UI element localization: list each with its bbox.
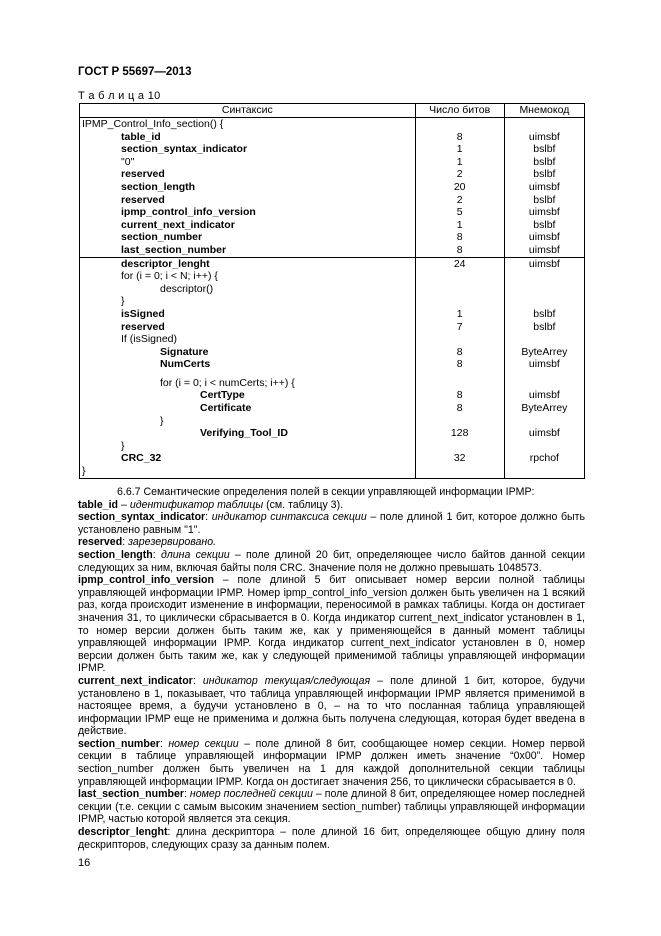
table-block-body-fields bbox=[80, 257, 585, 478]
syntax-line: IPMP_Control_Info_section() { bbox=[82, 118, 224, 130]
mnemonic-value: uimsbf bbox=[528, 180, 560, 193]
bits-value: 1 bbox=[456, 143, 463, 156]
syntax-line: section_length bbox=[121, 180, 196, 193]
mnemonic-value bbox=[505, 415, 584, 428]
syntax-line: reserved bbox=[121, 193, 165, 206]
syntax-line: reserved bbox=[121, 168, 165, 181]
bits-value bbox=[416, 415, 504, 428]
definition-paragraph bbox=[78, 675, 585, 738]
definition-paragraph bbox=[78, 511, 585, 536]
section-heading: 6.6.7 Семантические определения полей в секции управляющей информации IPMP: bbox=[117, 486, 535, 498]
semantic-definitions bbox=[78, 486, 585, 851]
bits-value: 8 bbox=[456, 243, 463, 256]
definition-italic: индикатор текущая/следующая bbox=[202, 674, 371, 687]
bits-value bbox=[416, 270, 504, 283]
bits-value: 1 bbox=[456, 307, 463, 320]
definition-paragraph bbox=[78, 499, 585, 512]
mnemonic-value bbox=[505, 270, 584, 283]
mnemonic-value: ByteArrey bbox=[521, 402, 568, 415]
definition-text: – поле длиной 1 бит, которое, будучи установлено в 1, показывает, что таблица управляющей информации IPMP является применимой в настоящее время, а будучи установлено в 0, – на то что посланная таблица управляющей информации IPMP еще не применима и должна быть получена следующая, которая будет введена в действие. bbox=[78, 674, 585, 738]
syntax-line: CRC_32 bbox=[121, 452, 162, 465]
bits-value: 8 bbox=[456, 402, 463, 415]
syntax-cell bbox=[80, 257, 416, 478]
mnemonic-value: bslbf bbox=[533, 155, 556, 168]
definition-paragraph bbox=[78, 738, 585, 788]
definition-paragraph bbox=[78, 549, 585, 574]
mnemonic-value: bslbf bbox=[533, 320, 556, 333]
bits-cell bbox=[415, 118, 504, 258]
definition-italic: номер секции bbox=[168, 737, 239, 750]
page-number: 16 bbox=[78, 857, 91, 869]
mnemonic-value: uimsbf bbox=[528, 257, 560, 270]
mnemonic-value bbox=[505, 283, 584, 296]
syntax-line: section_syntax_indicator bbox=[121, 143, 248, 156]
column-header-syntax: Синтаксис bbox=[80, 104, 416, 118]
definition-separator: : bbox=[167, 826, 177, 839]
definition-separator: : bbox=[159, 737, 169, 750]
definition-term: reserved bbox=[78, 536, 123, 549]
syntax-line: isSigned bbox=[121, 307, 165, 320]
syntax-line: ipmp_control_info_version bbox=[121, 206, 256, 219]
mnemonic-value bbox=[505, 333, 584, 346]
bits-value: 8 bbox=[456, 130, 463, 143]
definition-italic: идентификатор таблицы bbox=[129, 498, 264, 511]
definition-term: current_next_indicator bbox=[78, 674, 193, 687]
bits-value: 1 bbox=[456, 155, 463, 168]
column-header-bits: Число битов bbox=[415, 104, 504, 118]
syntax-line: NumCerts bbox=[160, 358, 211, 371]
bits-value bbox=[416, 283, 504, 296]
definition-paragraph bbox=[78, 788, 585, 826]
mnemonic-value: uimsbf bbox=[528, 358, 560, 371]
document-header: ГОСТ Р 55697—2013 bbox=[78, 66, 192, 78]
mnemonic-value bbox=[505, 440, 584, 453]
syntax-line: } bbox=[121, 439, 125, 452]
definition-term: section_syntax_indicator bbox=[78, 511, 206, 524]
mnemonic-value: rpchof bbox=[529, 452, 559, 465]
syntax-line: CertType bbox=[200, 389, 245, 402]
definition-text: – поле длиной 20 бит, определяющее число байтов данной секции следующих за ним, включая байты поля CRC. Значение поля не должно превышать 1048573. bbox=[78, 548, 586, 574]
definition-term: section_length bbox=[78, 548, 153, 561]
mnemonic-value: bslbf bbox=[533, 193, 556, 206]
syntax-table bbox=[79, 103, 585, 479]
syntax-line: table_id bbox=[121, 130, 161, 143]
syntax-line: current_next_indicator bbox=[121, 218, 235, 231]
mnemonic-value: uimsbf bbox=[528, 243, 560, 256]
mnemonic-value: uimsbf bbox=[528, 231, 560, 244]
syntax-line: descriptor_lenght bbox=[121, 257, 210, 270]
definition-paragraph bbox=[78, 826, 585, 851]
definition-paragraph bbox=[78, 574, 585, 675]
mnemonic-value: bslbf bbox=[533, 307, 556, 320]
definition-term: section_number bbox=[78, 737, 160, 750]
bits-value bbox=[416, 465, 504, 478]
definition-separator: : bbox=[122, 536, 129, 549]
table-caption: Т а б л и ц а 10 bbox=[78, 90, 161, 102]
bits-value: 20 bbox=[453, 180, 466, 193]
bits-value: 2 bbox=[456, 193, 463, 206]
syntax-line: } bbox=[82, 465, 86, 478]
mnemonic-value: uimsbf bbox=[528, 130, 560, 143]
bits-value bbox=[416, 377, 504, 390]
column-header-mnemonic: Мнемокод bbox=[504, 104, 584, 118]
definition-separator: – bbox=[118, 498, 130, 511]
mnemonic-value bbox=[505, 295, 584, 308]
definition-separator: – bbox=[213, 574, 238, 587]
definition-term: table_id bbox=[78, 498, 119, 511]
syntax-line: "0" bbox=[121, 155, 135, 168]
mnemonic-value bbox=[505, 465, 584, 478]
definition-term: descriptor_lenght bbox=[78, 826, 168, 839]
mnemonic-value: bslbf bbox=[533, 218, 556, 231]
mnemonic-value: ByteArrey bbox=[521, 345, 568, 358]
syntax-line: If (isSigned) bbox=[121, 333, 178, 346]
mnemonic-value: uimsbf bbox=[528, 389, 560, 402]
bits-value bbox=[416, 118, 504, 131]
definition-paragraph bbox=[78, 536, 585, 549]
bits-value: 5 bbox=[456, 206, 463, 219]
syntax-line: section_number bbox=[121, 231, 203, 244]
syntax-line: Verifying_Tool_ID bbox=[200, 427, 288, 440]
definition-text: – поле длиной 1 бит, которое должно быть установлено равным "1". bbox=[78, 511, 585, 536]
syntax-line: Signature bbox=[160, 345, 209, 358]
syntax-line: for (i = 0; i < numCerts; i++) { bbox=[160, 376, 295, 389]
definitions-list bbox=[78, 499, 585, 852]
definition-separator: : bbox=[152, 548, 161, 561]
mnemonic-cell bbox=[504, 118, 584, 258]
bits-value: 1 bbox=[456, 218, 463, 231]
bits-value: 2 bbox=[456, 168, 463, 181]
mnemonic-value: uimsbf bbox=[528, 427, 560, 440]
definition-text: – поле длиной 8 бит, определяющее номер последней секции (т.е. секции с самым высоким значением section_number) таблицы управляющей информации IPMP, частью которой является эта секция. bbox=[78, 788, 586, 826]
syntax-line: Certificate bbox=[200, 402, 252, 415]
definition-text: длина дескриптора – поле длиной 16 бит, определяющее общую длину поля дескрипторов, следующих сразу за данным полем. bbox=[78, 826, 585, 851]
bits-value: 128 bbox=[450, 427, 469, 440]
bits-value bbox=[416, 333, 504, 346]
mnemonic-value: bslbf bbox=[533, 168, 556, 181]
mnemonic-cell bbox=[504, 257, 584, 478]
syntax-line: } bbox=[121, 295, 125, 308]
syntax-line: for (i = 0; i < N; i++) { bbox=[121, 270, 218, 283]
bits-value: 32 bbox=[453, 452, 466, 465]
definition-separator: : bbox=[192, 674, 203, 687]
definition-italic: индикатор синтаксиса секции bbox=[211, 511, 367, 524]
mnemonic-value: bslbf bbox=[533, 143, 556, 156]
bits-value: 8 bbox=[456, 345, 463, 358]
bits-value: 7 bbox=[456, 320, 463, 333]
bits-cell bbox=[415, 257, 504, 478]
syntax-line: descriptor() bbox=[160, 282, 214, 295]
definition-italic: зарезервировано. bbox=[128, 536, 217, 549]
mnemonic-value bbox=[505, 118, 584, 131]
definition-separator: : bbox=[183, 788, 190, 801]
definition-italic: длина секции bbox=[160, 548, 230, 561]
bits-value: 8 bbox=[456, 389, 463, 402]
definition-separator: : bbox=[205, 511, 212, 524]
definition-italic: номер последней секции bbox=[189, 788, 313, 801]
definition-text: – поле длиной 8 бит, сообщающее номер секции. Номер первой секции в таблице управляющей информации IPMP должен иметь значение “0x00”. Номер section_number должен быть увеличен на 1 для каждой дополнительной секции таблицы управляющей информации IPMP. Когда он достигает значения 256, то циклически сбрасывается в 0. bbox=[78, 737, 585, 788]
bits-value: 24 bbox=[453, 257, 466, 270]
bits-value: 8 bbox=[456, 358, 463, 371]
definition-term: last_section_number bbox=[78, 788, 184, 801]
bits-value bbox=[416, 440, 504, 453]
definition-term: ipmp_control_info_version bbox=[78, 574, 214, 587]
bits-value bbox=[416, 295, 504, 308]
syntax-line: reserved bbox=[121, 320, 165, 333]
syntax-cell bbox=[80, 118, 416, 258]
bits-value: 8 bbox=[456, 231, 463, 244]
syntax-line: last_section_number bbox=[121, 243, 227, 256]
syntax-line: } bbox=[160, 414, 164, 427]
definition-text: (см. таблицу 3). bbox=[263, 498, 344, 511]
mnemonic-value: uimsbf bbox=[528, 206, 560, 219]
mnemonic-value bbox=[505, 377, 584, 390]
definition-text: поле длиной 5 бит описывает номер версии полной таблицы управляющей информации IPMP. Номер ipmp_control_info_version должен быть увеличен на 1 всякий раз, когда происходит изменение в информации, переносимой в рамках таблицы. Когда он достигает значения 31, то циклически сбрасывается в 0. Когда индикатор current_next_indicator установлен в 1, то номер версии должен быть таким же, как у применяющейся в данный момент таблицы управляющей информации IPMP. Когда индикатор current_next_indicator установлен в 0, номер версии должен быть таким же, как у следующей применимой таблицы управляющей информации IPMP. bbox=[78, 574, 585, 675]
table-block-header-fields bbox=[80, 118, 585, 258]
